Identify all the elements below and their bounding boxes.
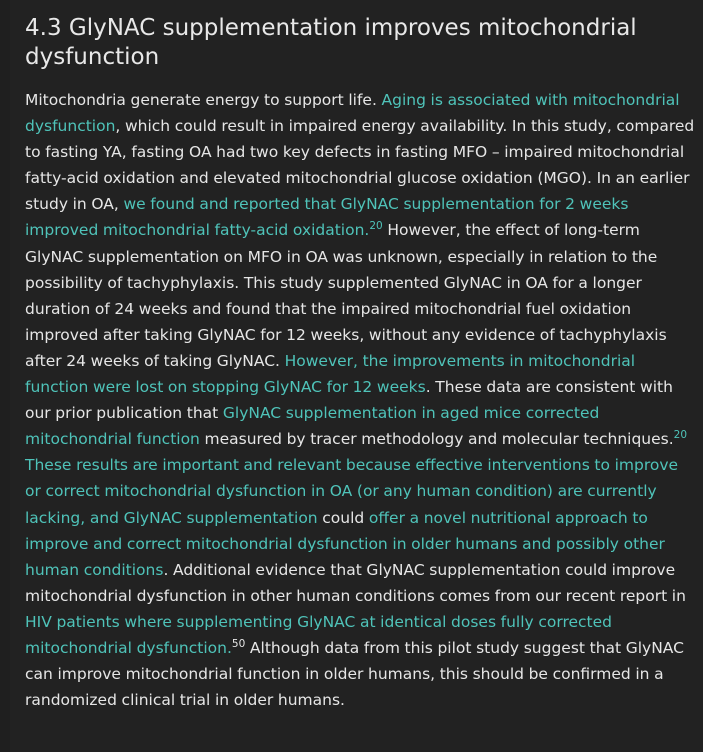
reference-link[interactable]: 20 bbox=[369, 220, 383, 233]
section-paragraph bbox=[25, 87, 697, 713]
highlighted-claim-link[interactable]: Aging is associated with mitochondrial dysfunction bbox=[25, 91, 680, 136]
paragraph-text: . Additional evidence that GlyNAC supplementation could improve mitochondrial dysfunction in other human conditions comes from our recent report in bbox=[25, 560, 686, 605]
highlighted-claim-link[interactable]: However, the improvements in mitochondrial function were lost on stopping GlyNAC for 12 weeks bbox=[25, 351, 636, 397]
highlighted-claim-link[interactable]: GlyNAC supplementation in aged mice corrected mitochondrial function bbox=[25, 404, 600, 449]
reference-link[interactable]: 20 bbox=[673, 429, 688, 442]
highlighted-claim-link[interactable]: offer a novel nutritional approach to improve and correct mitochondrial dysfunction in older humans and possibly other human conditions bbox=[25, 508, 665, 579]
reference-marker: 50 bbox=[231, 637, 246, 650]
paragraph-text: Although data from this pilot study suggest that GlyNAC can improve mitochondrial function in older humans, this should be confirmed in a randomized clinical trial in older humans. bbox=[25, 638, 684, 710]
paragraph-text: could bbox=[322, 508, 365, 527]
section-heading: 4.3 GlyNAC supplementation improves mitochondrial dysfunction bbox=[25, 15, 637, 70]
highlighted-claim-link[interactable]: HIV patients where supplementing GlyNAC at identical doses fully corrected mitochondrial dysfunction. bbox=[25, 612, 612, 657]
highlighted-claim-link[interactable]: These results are important and relevant because effective interventions to improve or correct mitochondrial dysfunction in OA (or any human condition) are currently lacking, and GlyNAC supplementation bbox=[25, 456, 679, 527]
highlighted-claim-link[interactable]: we found and reported that GlyNAC supplementation for 2 weeks improved mitochondrial fatty-acid oxidation. bbox=[25, 195, 629, 240]
paragraph-text: However, the effect of long-term GlyNAC supplementation on MFO in OA was unknown, especially in relation to the possibility of tachyphylaxis. This study supplemented GlyNAC in OA for a longer duration of 24 weeks and found that the impaired mitochondrial fuel oxidation improved after taking GlyNAC for 12 weeks, without any evidence of tachyphylaxis after 24 weeks of taking GlyNAC. bbox=[25, 221, 667, 370]
paragraph-text: Mitochondria generate energy to support life. bbox=[25, 91, 382, 109]
paragraph-text: , which could result in impaired energy availability. In this study, compared to fasting YA, fasting OA had two key defects in fasting MFO – impaired mitochondrial fatty-acid oxidation and elevated mitochondrial glucose oxidation (MGO). In an earlier study in OA, bbox=[25, 117, 695, 214]
paragraph-text: measured by tracer methodology and molecular techniques. bbox=[199, 430, 674, 449]
paragraph-text: . These data are consistent with our prior publication that bbox=[25, 378, 673, 423]
